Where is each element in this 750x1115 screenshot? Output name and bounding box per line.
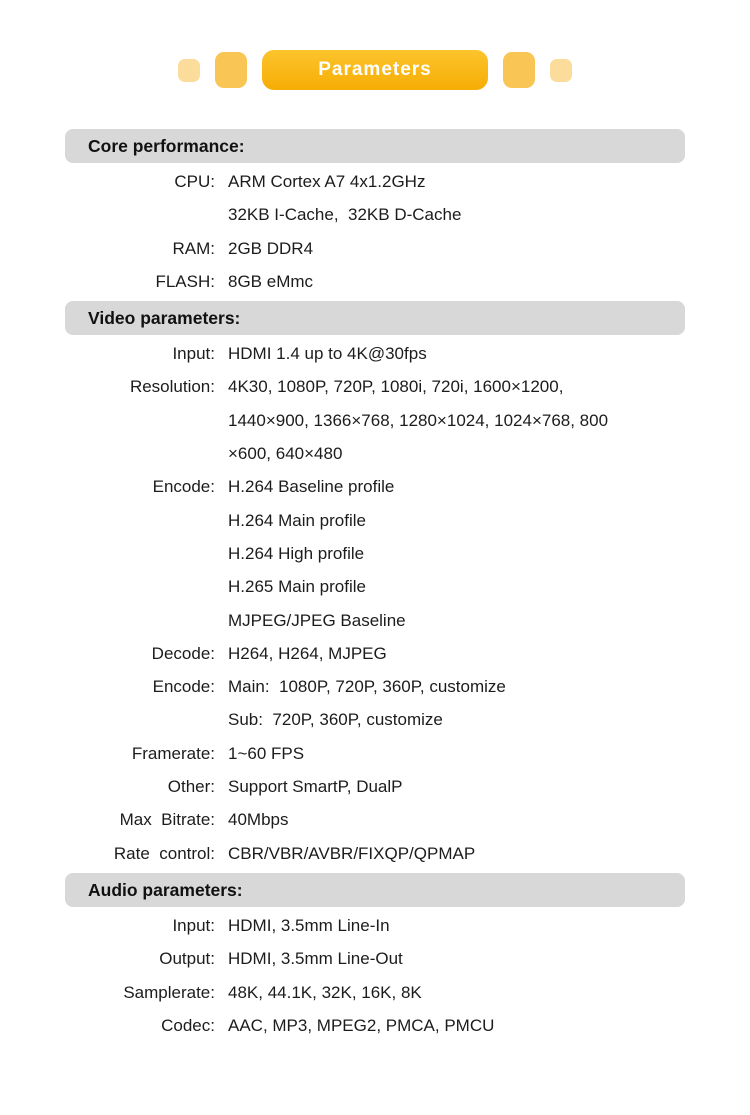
spec-value bbox=[228, 370, 608, 470]
spec-value bbox=[228, 976, 422, 1009]
spec-label: CPU: bbox=[174, 172, 215, 191]
deco-square-left-big bbox=[215, 52, 247, 88]
spec-value-line: Sub: 720P, 360P, customize bbox=[228, 710, 443, 730]
spec-value-line: 4K30, 1080P, 720P, 1080i, 720i, 1600×1200, bbox=[228, 377, 564, 397]
spec-row bbox=[65, 737, 685, 770]
title-banner bbox=[0, 50, 750, 90]
spec-label: Codec: bbox=[161, 1015, 215, 1035]
spec-value bbox=[228, 637, 387, 670]
spec-row bbox=[65, 165, 685, 232]
spec-value bbox=[228, 737, 304, 770]
section-rows bbox=[65, 335, 685, 873]
spec-value-line: 48K, 44.1K, 32K, 16K, 8K bbox=[228, 982, 422, 1002]
spec-value bbox=[228, 770, 403, 803]
spec-value bbox=[228, 337, 427, 370]
section bbox=[65, 873, 685, 1045]
spec-value-line: 8GB eMmc bbox=[228, 271, 314, 291]
spec-label: Encode: bbox=[152, 677, 215, 697]
spec-label: Framerate: bbox=[131, 743, 215, 763]
spec-value-line: HDMI 1.4 up to 4K@30fps bbox=[228, 344, 427, 364]
spec-value bbox=[228, 942, 403, 975]
spec-row bbox=[65, 942, 685, 975]
spec-value-line: Support SmartP, DualP bbox=[228, 777, 403, 797]
spec-row bbox=[65, 370, 685, 470]
deco-square-left-small bbox=[178, 59, 200, 82]
spec-label: RAM: bbox=[172, 238, 215, 258]
spec-label: Samplerate: bbox=[123, 982, 215, 1002]
spec-value bbox=[228, 165, 461, 232]
spec-label: Resolution: bbox=[129, 377, 215, 397]
spec-row bbox=[65, 470, 685, 636]
spec-value-line: AAC, MP3, MPEG2, PMCA, PMCU bbox=[228, 1015, 495, 1035]
spec-label: Rate control: bbox=[113, 843, 215, 863]
spec-row bbox=[65, 770, 685, 803]
spec-row bbox=[65, 803, 685, 836]
spec-row bbox=[65, 909, 685, 942]
spec-value-line: 1440×900, 1366×768, 1280×1024, 1024×768, 800 bbox=[228, 410, 609, 430]
spec-value bbox=[228, 837, 475, 870]
spec-value-line: H.264 Baseline profile bbox=[228, 477, 395, 497]
spec-value-line: ×600, 640×480 bbox=[228, 444, 343, 464]
spec-value-line: CBR/VBR/AVBR/FIXQP/QPMAP bbox=[228, 843, 476, 863]
spec-value-line: 32KB I-Cache, 32KB D-Cache bbox=[228, 205, 462, 225]
spec-row bbox=[65, 670, 685, 737]
parameters-badge: Parameters bbox=[262, 50, 488, 90]
spec-value bbox=[228, 803, 288, 836]
spec-value-line: 40Mbps bbox=[228, 810, 289, 830]
spec-value bbox=[228, 470, 406, 636]
spec-value-line: H264, H264, MJPEG bbox=[228, 643, 387, 663]
section-header: Audio parameters: bbox=[65, 873, 685, 907]
section-rows bbox=[65, 163, 685, 301]
spec-row bbox=[65, 637, 685, 670]
deco-square-right-big bbox=[503, 52, 535, 88]
deco-square-right-small bbox=[550, 59, 572, 82]
spec-row bbox=[65, 837, 685, 870]
spec-value bbox=[228, 232, 313, 265]
spec-row bbox=[65, 337, 685, 370]
spec-label: Max Bitrate: bbox=[119, 810, 215, 830]
spec-value-line: 2GB DDR4 bbox=[228, 238, 314, 258]
spec-value-line: H.265 Main profile bbox=[228, 577, 366, 597]
spec-label: FLASH: bbox=[155, 271, 215, 291]
spec-value bbox=[228, 670, 506, 737]
spec-value-line: Main: 1080P, 720P, 360P, customize bbox=[228, 677, 506, 697]
spec-value-line: HDMI, 3.5mm Line-Out bbox=[228, 949, 403, 969]
section-rows bbox=[65, 907, 685, 1045]
spec-value-line: 1~60 FPS bbox=[228, 743, 305, 763]
spec-label: Other: bbox=[167, 777, 215, 797]
section-header: Video parameters: bbox=[65, 301, 685, 335]
spec-row bbox=[65, 232, 685, 265]
spec-row bbox=[65, 265, 685, 298]
spec-row bbox=[65, 1009, 685, 1042]
spec-value bbox=[228, 909, 390, 942]
sections-container bbox=[65, 129, 685, 1045]
spec-row bbox=[65, 976, 685, 1009]
spec-value bbox=[228, 265, 313, 298]
section bbox=[65, 129, 685, 301]
spec-value-line: H.264 High profile bbox=[228, 543, 365, 563]
spec-label: Output: bbox=[159, 949, 215, 969]
spec-value-line: MJPEG/JPEG Baseline bbox=[228, 610, 406, 630]
spec-label: Encode: bbox=[152, 477, 215, 497]
spec-value-line: H.264 Main profile bbox=[228, 510, 366, 530]
section bbox=[65, 301, 685, 873]
spec-label: Decode: bbox=[151, 643, 215, 663]
spec-label: Input: bbox=[172, 915, 215, 935]
section-header: Core performance: bbox=[65, 129, 685, 163]
spec-label: Input: bbox=[172, 344, 215, 364]
spec-value-line: HDMI, 3.5mm Line-In bbox=[228, 915, 390, 935]
spec-sheet bbox=[0, 50, 750, 1045]
spec-value-line: ARM Cortex A7 4x1.2GHz bbox=[228, 172, 426, 191]
spec-value bbox=[228, 1009, 494, 1042]
